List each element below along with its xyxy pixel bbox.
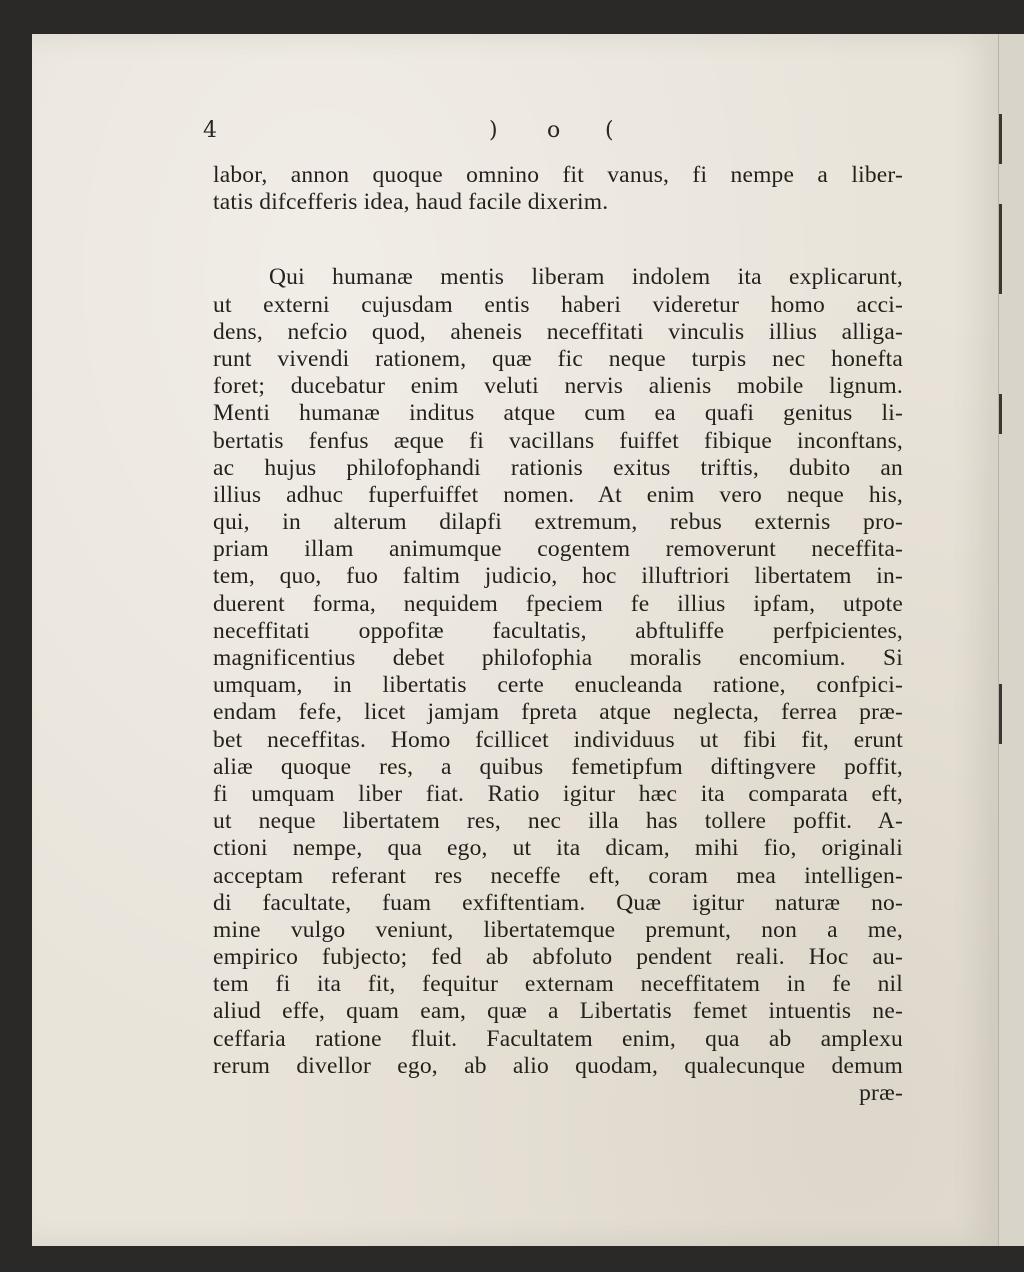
header-ornament-right: ( <box>605 118 614 143</box>
text-line: empirico fubjecto; fed ab abfoluto pendent reali. Hoc au- <box>213 944 903 971</box>
text-line: Qui humanæ mentis liberam indolem ita explicarunt, <box>269 264 903 291</box>
catchword: præ- <box>859 1080 903 1106</box>
page-number: 4 <box>203 118 217 143</box>
text-line: dens, nefcio quod, aheneis neceffitati vinculis illius alliga- <box>213 318 903 345</box>
text-line: aliud effe, quam eam, quæ a Libertatis femet intuentis ne- <box>213 998 903 1025</box>
facing-page-edge <box>998 34 1024 1246</box>
text-line: ceffaria ratione fluit. Facultatem enim, qua ab amplexu <box>213 1025 903 1052</box>
text-line: ac hujus philofophandi rationis exitus triftis, dubito an <box>213 454 903 481</box>
header-ornament-center: o <box>547 118 561 143</box>
text-line: endam fefe, licet jamjam fpreta atque neglecta, ferrea præ- <box>213 699 903 726</box>
text-line: illius adhuc fuperfuiffet nomen. At enim vero neque his, <box>213 481 903 508</box>
text-line: labor, annon quoque omnino fit vanus, fi nempe a liber- <box>213 162 903 188</box>
text-line: tem, quo, fuo faltim judicio, hoc illuftriori libertatem in- <box>213 563 903 590</box>
header-ornament-left: ) <box>489 118 498 143</box>
text-line: priam illam animumque cogentem removerunt neceffita- <box>213 536 903 563</box>
text-line: umquam, in libertatis certe enucleanda ratione, confpici- <box>213 672 903 699</box>
text-line: ut externi cujusdam entis haberi videretur homo acci- <box>213 291 903 318</box>
text-line: tem fi ita fit, fequitur externam neceffitatem in fe nil <box>213 971 903 998</box>
text-line: bertatis fenfus æque fi vacillans fuiffet fibique inconftans, <box>213 427 903 454</box>
text-line: acceptam referant res neceffe eft, coram mea intelligen- <box>213 862 903 889</box>
text-line: ctioni nempe, qua ego, ut ita dicam, mihi fio, originali <box>213 835 903 862</box>
text-line: duerent forma, nequidem fpeciem fe illius ipfam, utpote <box>213 590 903 617</box>
running-header <box>203 118 903 148</box>
text-line: bet neceffitas. Homo fcillicet individuus ut fibi fit, erunt <box>213 726 903 753</box>
text-line: di facultate, fuam exfiftentiam. Quæ igitur naturæ no- <box>213 889 903 916</box>
text-line: ut neque libertatem res, nec illa has tollere poffit. A- <box>213 808 903 835</box>
text-line: rerum divellor ego, ab alio quodam, qualecunque demum <box>213 1052 903 1079</box>
text-line: tatis difcefferis idea, haud facile dixerim. <box>213 189 609 216</box>
text-line: qui, in alterum dilapfi extremum, rebus externis pro- <box>213 509 903 536</box>
text-line: foret; ducebatur enim veluti nervis alienis mobile lignum. <box>213 373 903 400</box>
body-text <box>213 162 903 1107</box>
text-line: runt vivendi rationem, quæ fic neque turpis nec honefta <box>213 345 903 372</box>
text-line: mine vulgo veniunt, libertatemque premunt, non a me, <box>213 916 903 943</box>
text-line: Menti humanæ inditus atque cum ea quafi genitus li- <box>213 400 903 427</box>
text-line: magnificentius debet philofophia moralis encomium. Si <box>213 645 903 671</box>
text-line: aliæ quoque res, a quibus femetipfum diftingvere poffit, <box>213 753 903 780</box>
text-line: neceffitati oppofitæ facultatis, abftuliffe perfpicientes, <box>213 617 903 644</box>
text-line: fi umquam liber fiat. Ratio igitur hæc ita comparata eft, <box>213 780 903 807</box>
